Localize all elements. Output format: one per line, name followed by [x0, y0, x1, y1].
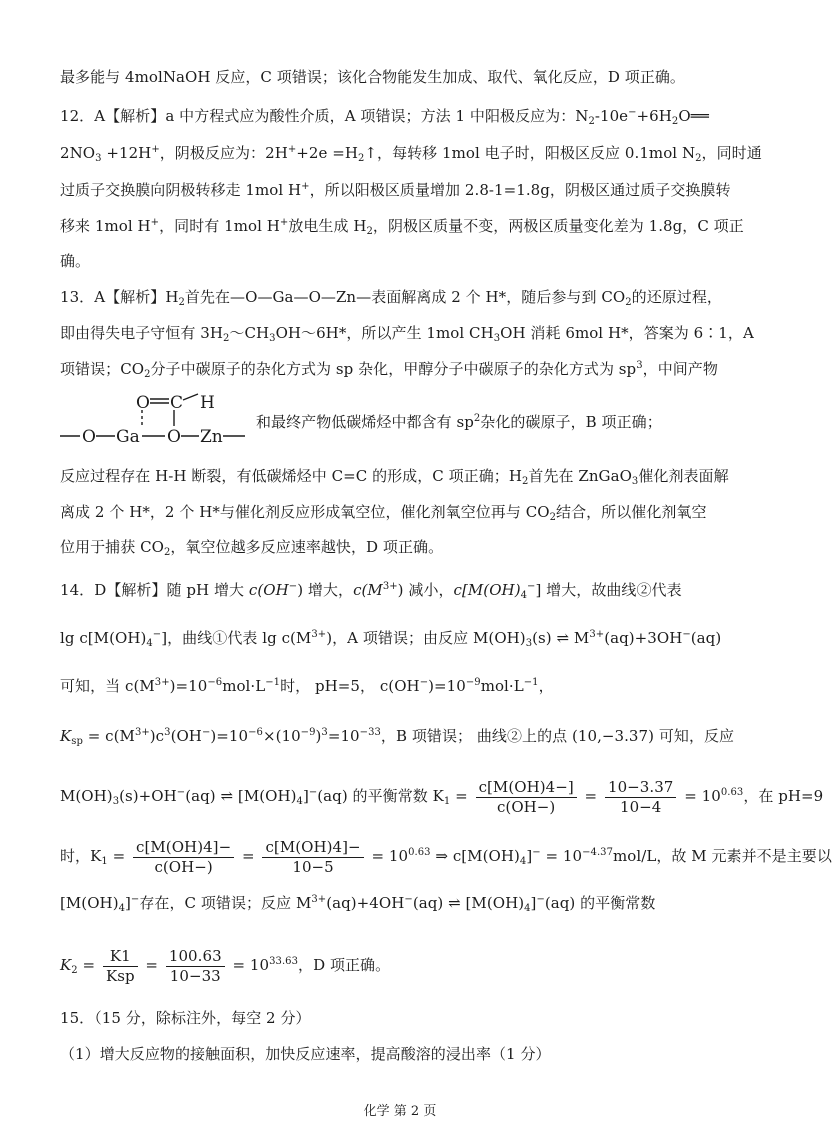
q14-line-7: $[M(OH)_4]^-$存在，C 项错误；反应 $M^{3+}(aq)+4OH^-(aq)$ ⇌ $[M(OH)_4]^-(aq)$ 的平衡常数	[60, 894, 656, 914]
text-line: 最多能与 4molNaOH 反应，C 项错误；该化合物能发生加成、取代、氧化反应，D 项正确。	[60, 68, 685, 86]
q14-line-8: $K_2$ = $\frac{K1}{\text{Ksp}}$ = $\frac{100.63}{10-33}$ = $10^{33.63}$，D 项正确。	[60, 946, 391, 985]
q13-line-1: 13．A【解析】$H_2$首先在—O—Ga—O—Zn—表面解离成 2 个 H*，随后参与到 $CO_2$的还原过程，	[60, 288, 722, 308]
q14-line-1: 14．D【解析】随 pH 增大 c(OH−) 增大，$c(M^{3+})$ 减小，$c[M(OH)_4^-]$ 增大，故曲线②代表	[60, 581, 682, 601]
svg-text:O: O	[82, 427, 96, 447]
intermediate-structure	[60, 388, 260, 450]
q12-line-2: $2NO_3 +12H^+$，阴极反应为：$2H^++2e =H_2↑$，每转移 1mol 电子时，阳极区反应 0.1mol $N_2$，同时通	[60, 144, 762, 164]
q12-line-4: 移来 1mol H+，同时有 1mol H+放电生成 $H_2$，阴极区质量不变，两极区质量变化差为 1.8g，C 项正	[60, 217, 744, 237]
q13-line-2: 即由得失电子守恒有 $3H_2\sim CH_3OH\sim 6H*$，所以产生 1mol $CH_3OH$ 消耗 6mol H*，答案为 6∶1，A	[60, 324, 754, 344]
svg-text:O: O	[136, 393, 150, 413]
q12-line-3: 过质子交换膜向阴极转移走 1mol H+，所以阳极区质量增加 2.8-1=1.8g，阴极区通过质子交换膜转	[60, 181, 731, 199]
fraction: $\frac{c[M(OH)4]-}{c(OH-)}$	[133, 838, 234, 877]
svg-text:Ga: Ga	[116, 427, 140, 447]
svg-text:Zn: Zn	[200, 427, 223, 447]
q13-line-5: 反应过程存在 H-H 断裂，有低碳烯烃中 C=C 的形成，C 项正确；$H_2$首先在 ZnGaO$_3$催化剂表面解	[60, 467, 729, 487]
q13-line-6: 离成 2 个 H*，2 个 H*与催化剂反应形成氧空位，催化剂氧空位再与 $CO_2$结合，所以催化剂氧空	[60, 503, 707, 523]
q13-line-7: 位用于捕获 $CO_2$，氧空位越多反应速率越快，D 项正确。	[60, 538, 444, 558]
fraction: $\frac{10-3.37}{10-4}$	[605, 778, 676, 817]
fraction: $\frac{c[M(OH)4]-}{10-5}$	[262, 838, 363, 877]
fraction: $\frac{K1}{\text{Ksp}}$	[103, 947, 138, 986]
q12-line-1: 12．A【解析】a 中方程式应为酸性介质，A 项错误；方法 1 中阳极反应为：$N_2-10e^-+6H_2O══$	[60, 107, 709, 127]
q14-line-4: $K_{sp} = c(M^{3+})c^3(OH^-)=10^{-6}\times(10^{-9})^3=10^{-33}$，B 项错误； 曲线②上的点 (10,−3.37) 可知，反应	[60, 727, 735, 747]
q13-line-3: 项错误；$CO_2$分子中碳原子的杂化方式为 sp 杂化，甲醇分子中碳原子的杂化方式为 $sp^3$，中间产物	[60, 360, 718, 380]
svg-text:H: H	[200, 393, 215, 413]
svg-text:O: O	[167, 427, 181, 447]
svg-text:C: C	[170, 393, 184, 413]
q14-line-3: 可知，当 $c(M^{3+})=10^{-6}mol\cdot L^{-1}$时， pH=5， $c(OH^-)=10^{-9}mol\cdot L^{-1}$，	[60, 677, 554, 695]
q14-line-2: $\lg c[M(OH)_4^-]$，曲线①代表 $\lg c(M^{3+})$，A 项错误；由反应 $M(OH)_3(s)$ ⇌ $M^{3+}(aq)+3OH^-(aq)$	[60, 629, 722, 649]
q12-line-5: 确。	[60, 252, 91, 270]
fraction: $\frac{100.63}{10-33}$	[166, 947, 225, 986]
q14-line-5: $M(OH)_3(s)+OH^-(aq)$ ⇌ $[M(OH)_4]^-(aq)$ 的平衡常数 $K_1$ = $\frac{c[M(OH)4-]}{c(OH-)}$ = $\frac{10-3.37}{10-4}$ = $10^{0.63}$，在 pH=9	[60, 777, 824, 816]
q15-heading: 15．（15 分，除标注外，每空 2 分）	[60, 1009, 311, 1027]
q14-line-6: 时，$K_1$ = $\frac{c[M(OH)4]-}{c(OH-)}$ = $\frac{c[M(OH)4]-}{10-5}$ = $10^{0.63}$ ⇒ $c[M(OH)_4]^- = 10^{-4.37}mol/L$，故 M 元素并不是主要以	[60, 837, 832, 876]
q15-answer-1: （1）增大反应物的接触面积，加快反应速率，提高酸溶的浸出率（1 分）	[60, 1045, 551, 1063]
page-footer: 化学 第 2 页	[363, 1104, 437, 1119]
q13-line-4: 和最终产物低碳烯烃中都含有 $sp^2$杂化的碳原子，B 项正确；	[256, 413, 662, 431]
fraction: $\frac{c[M(OH)4-]}{c(OH-)}$	[476, 778, 577, 817]
